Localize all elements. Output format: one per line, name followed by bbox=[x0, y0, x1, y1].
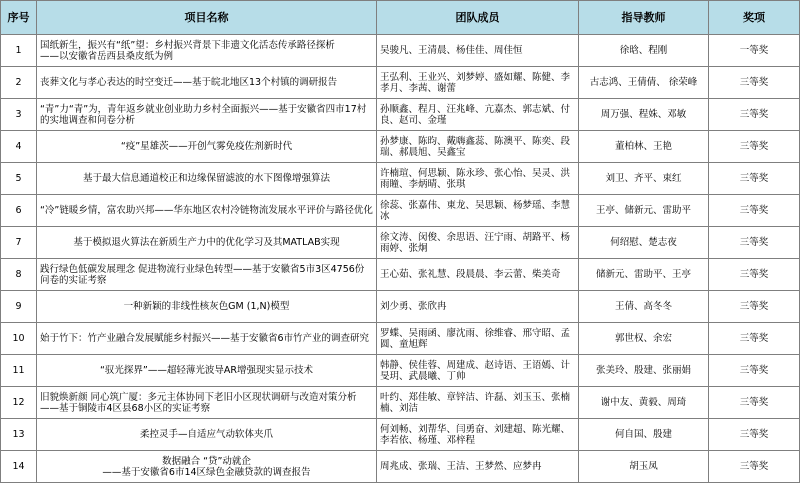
row-members: 孙梦康、陈昀、戴嗨鑫蕊、陈澳平、陈奕、段瑞、郝晨旭、吴鑫宝 bbox=[377, 131, 579, 163]
table-row bbox=[1, 131, 800, 163]
row-no: 6 bbox=[1, 195, 37, 227]
row-title: “驭光探界”——超轻薄光波导AR增强现实显示技术 bbox=[37, 355, 377, 387]
row-no: 9 bbox=[1, 291, 37, 323]
header-members: 团队成员 bbox=[377, 1, 579, 35]
table-row bbox=[1, 67, 800, 99]
row-title: 基于模拟退火算法在新质生产力中的优化学习及其MATLAB实现 bbox=[37, 227, 377, 259]
row-award: 三等奖 bbox=[709, 99, 800, 131]
row-teachers: 谢中友、黄毅、周琦 bbox=[579, 387, 709, 419]
header-teachers: 指导教师 bbox=[579, 1, 709, 35]
row-award: 三等奖 bbox=[709, 67, 800, 99]
row-teachers: 古志鸿、王倩倩、 徐荣峰 bbox=[579, 67, 709, 99]
row-title: 丧葬文化与孝心表达的时空变迁——基于皖北地区13个村镇的调研报告 bbox=[37, 67, 377, 99]
row-no: 13 bbox=[1, 419, 37, 451]
row-no: 3 bbox=[1, 99, 37, 131]
row-title: 柔控灵手—自适应气动软体夹爪 bbox=[37, 419, 377, 451]
row-award: 三等奖 bbox=[709, 131, 800, 163]
row-title: 践行绿色低碳发展理念 促进物流行业绿色转型——基于安徽省5市3区4756份问卷的实证考察 bbox=[37, 259, 377, 291]
row-teachers: 徐晗、程刚 bbox=[579, 35, 709, 67]
table-row bbox=[1, 35, 800, 67]
row-teachers: 王亭、储新元、雷助平 bbox=[579, 195, 709, 227]
row-teachers: 胡玉凤 bbox=[579, 451, 709, 483]
row-award: 三等奖 bbox=[709, 355, 800, 387]
row-title: 数据融合 “贷”动就企 ——基于安徽省6市14区绿色金融贷款的调查报告 bbox=[37, 451, 377, 483]
row-members: 王心茹、张礼慧、段晨晨、李云蕾、柴美奇 bbox=[377, 259, 579, 291]
table-row bbox=[1, 291, 800, 323]
table-row bbox=[1, 163, 800, 195]
row-teachers: 董柏林、王艳 bbox=[579, 131, 709, 163]
row-no: 7 bbox=[1, 227, 37, 259]
row-members: 罗蝶、吴雨函、廖沈雨、徐维睿、邢守昭、孟圆、童旭辉 bbox=[377, 323, 579, 355]
row-teachers: 王倩、高冬冬 bbox=[579, 291, 709, 323]
row-members: 吴骏凡、王清晨、杨佳佳、周佳恒 bbox=[377, 35, 579, 67]
row-no: 11 bbox=[1, 355, 37, 387]
row-no: 4 bbox=[1, 131, 37, 163]
row-award: 三等奖 bbox=[709, 451, 800, 483]
row-members: 周兆成、张瑞、王洁、王梦然、应梦冉 bbox=[377, 451, 579, 483]
row-no: 5 bbox=[1, 163, 37, 195]
row-title: 旧貌焕新颜 同心筑广厦：多元主体协同下老旧小区现状调研与改造对策分析——基于铜陵市4区县68小区的实证考察 bbox=[37, 387, 377, 419]
row-members: 徐蕊、张嘉伟、東龙、吴思颖、杨梦瑶、李慧冰 bbox=[377, 195, 579, 227]
table-row bbox=[1, 387, 800, 419]
row-award: 三等奖 bbox=[709, 195, 800, 227]
header-no: 序号 bbox=[1, 1, 37, 35]
table-row bbox=[1, 195, 800, 227]
row-teachers: 郭世权、余宏 bbox=[579, 323, 709, 355]
row-title: 基于最大信息通道校正和边缘保留滤波的水下图像增强算法 bbox=[37, 163, 377, 195]
row-members: 叶约、郑佳敏、章锌洁、许磊、刘玉玉、张楠楠、刘洁 bbox=[377, 387, 579, 419]
row-title: “冷”链暖乡情，富农助兴邦——华东地区农村冷链物流发展水平评价与路径优化 bbox=[37, 195, 377, 227]
row-no: 1 bbox=[1, 35, 37, 67]
row-award: 三等奖 bbox=[709, 163, 800, 195]
row-no: 10 bbox=[1, 323, 37, 355]
row-award: 三等奖 bbox=[709, 227, 800, 259]
table-row bbox=[1, 355, 800, 387]
row-members: 许楠瑄、何思颖、陈永珍、张心怡、吴灵、洪雨瞳、李炳晴、张琪 bbox=[377, 163, 579, 195]
table-header-row bbox=[1, 1, 800, 35]
table-row bbox=[1, 227, 800, 259]
row-teachers: 张美玲、殷建、张丽娟 bbox=[579, 355, 709, 387]
row-members: 徐文涛、闵俊、余思语、汪宁雨、胡路平、杨雨婷、张炯 bbox=[377, 227, 579, 259]
row-title: 始于竹下：竹产业融合发展赋能乡村振兴——基于安徽省6市竹产业的调查研究 bbox=[37, 323, 377, 355]
row-title: “疫”星雄茨——开创气雾免疫佐剂新时代 bbox=[37, 131, 377, 163]
row-no: 12 bbox=[1, 387, 37, 419]
row-teachers: 何绍慰、楚志夜 bbox=[579, 227, 709, 259]
row-title: 国纸新生，振兴有“纸”望：乡村振兴背景下非遗文化活态传承路径探析 ——以安徽省岳西县桑皮纸为例 bbox=[37, 35, 377, 67]
table-row bbox=[1, 259, 800, 291]
row-no: 14 bbox=[1, 451, 37, 483]
row-award: 三等奖 bbox=[709, 419, 800, 451]
row-award: 三等奖 bbox=[709, 387, 800, 419]
row-award: 三等奖 bbox=[709, 323, 800, 355]
row-members: 王弘利、王业兴、刘梦婷、盛如耀、陈健、李孝月、李茜、谢蕾 bbox=[377, 67, 579, 99]
row-members: 刘少勇、张欣冉 bbox=[377, 291, 579, 323]
table-row bbox=[1, 451, 800, 483]
row-no: 2 bbox=[1, 67, 37, 99]
row-teachers: 刘卫、齐平、束红 bbox=[579, 163, 709, 195]
row-members: 韩静、侯佳蓉、周建成、赵诗语、王语嫣、计旻玥、武晨曦、丁帅 bbox=[377, 355, 579, 387]
row-award: 一等奖 bbox=[709, 35, 800, 67]
row-teachers: 周万强、程姝、邓敏 bbox=[579, 99, 709, 131]
row-members: 孙顺鑫、程月、汪兆峰、亢嘉杰、郭志斌、付良、赵司、金瑾 bbox=[377, 99, 579, 131]
row-no: 8 bbox=[1, 259, 37, 291]
row-title: “青”力“青”为，青年返乡就业创业助力乡村全面振兴——基于安徽省四市17村的实地调查和问卷分析 bbox=[37, 99, 377, 131]
table-row bbox=[1, 419, 800, 451]
row-award: 三等奖 bbox=[709, 291, 800, 323]
table-row bbox=[1, 323, 800, 355]
row-teachers: 储新元、雷助平、王亭 bbox=[579, 259, 709, 291]
row-members: 何刘畅、刘帮华、闫勇奋、刘建超、陈光耀、李若依、杨瑾、邓梓程 bbox=[377, 419, 579, 451]
header-award: 奖项 bbox=[709, 1, 800, 35]
row-title: 一种新颖的非线性核灰色GM (1,N)模型 bbox=[37, 291, 377, 323]
header-title: 项目名称 bbox=[37, 1, 377, 35]
table-row bbox=[1, 99, 800, 131]
row-award: 三等奖 bbox=[709, 259, 800, 291]
row-teachers: 何自国、殷建 bbox=[579, 419, 709, 451]
